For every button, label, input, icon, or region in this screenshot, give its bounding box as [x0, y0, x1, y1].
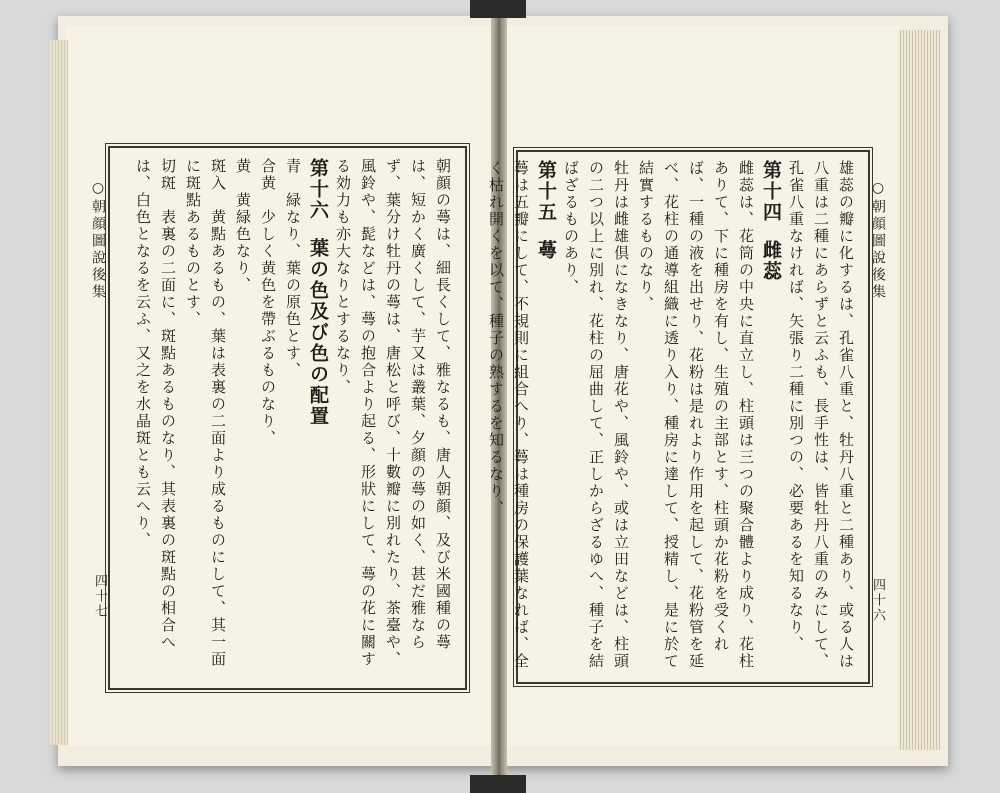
spine-cover-top: [470, 0, 526, 18]
section-14-number: 第十四: [760, 160, 782, 223]
right-page-edges: [898, 30, 940, 750]
spine-cover-bottom: [470, 775, 526, 793]
left-running-header: ○朝顔圖說後集: [90, 180, 106, 301]
right-paragraph-3: 蕚は五瓣にして、不規則に組合へり、蕚は種房の保護葉なれば、全く枯れ開くを以て、種子の熟するを知るなり、: [487, 160, 530, 670]
right-paragraph-1: 雄蕊の瓣に化するは、孔雀八重と、牡丹八重と二種あり、或る人は八重は二種にあらずと云ふも、長手性は、皆牡丹八重のみにして、孔雀八重なければ、矢張り二種に別つの、必要あるを知るなり、: [787, 160, 855, 670]
left-page-edges: [50, 40, 68, 745]
section-15-title: 蕚: [535, 240, 557, 261]
left-body-text: [120, 158, 455, 678]
right-running-header: ○朝顔圖說後集: [870, 180, 886, 301]
right-body-text: [487, 160, 858, 670]
left-paragraph-1: 朝顔の蕚は、細長くして、雅なるも、唐人朝顔、及び米國種の蕚は、短かく廣くして、芋又は叢葉、夕顔の蕚の如く、甚だ雅ならず、葉分け牡丹の蕚は、唐松と呼び、十數瓣に別れたり、茶臺や、風鈴や、髭などは、蕚の抱合より起る、形狀にして、蕚の花に關する効力も亦大なりとするなり、: [334, 158, 452, 668]
right-paragraph-2: 雌蕊は、花筒の中央に直立し、柱頭は三つの聚合體より成り、花柱ありて、下に種房を有し、生殖の主部とす、柱頭か花粉を受くれば、一種の液を出せり、花粉は是れより作用を起して、花粉管を延べ、花柱の通導組織に透り入り、種房に達して、授精し、是に於て結實するものなり、 牡丹は雌雄倶になきなり、唐花や、風鈴や、或は立田などは、柱頭の二つ以上に別れ、花柱の屈曲して、正しからざるゆへ、種子を結ばざるものあり、: [562, 160, 755, 670]
left-page-number: 四十七: [92, 574, 107, 619]
section-14-title: 雌蕊: [760, 240, 782, 282]
section-16-number: 第十六: [307, 158, 329, 221]
left-paragraph-2: 青 緑なり、葉の原色とす、 合黄 少しく黄色を帶ぶるものなり、 黄 黄緑色なり、 斑入 黄點あるもの、葉は表裏の二面より成るものにして、其一面に斑點あるものとす、 切斑 表裏の二面に、斑點あるものなり、其表裏の斑點の相合へは、白色となるを云ふ、又之を水晶斑とも云へり、: [134, 158, 302, 668]
right-page-number: 四十六: [870, 578, 885, 623]
section-16-title: 葉の色及び色の配置: [307, 238, 329, 427]
section-15-number: 第十五: [535, 160, 557, 223]
